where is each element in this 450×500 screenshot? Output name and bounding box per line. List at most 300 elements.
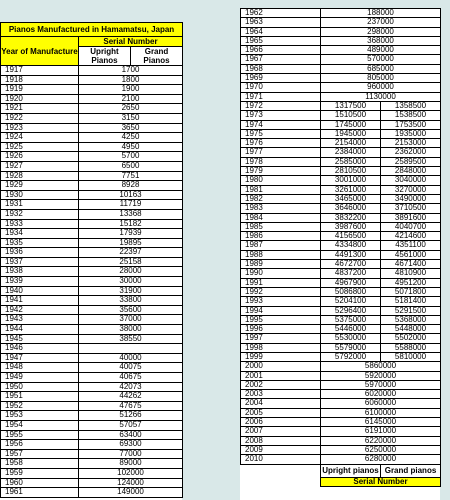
grand-serial-cell: 1538500	[381, 111, 441, 120]
table-row	[1, 200, 183, 210]
table-row	[1, 267, 183, 277]
table-row	[1, 430, 183, 440]
year-cell: 1998	[241, 343, 321, 352]
grand-serial-cell: 2153000	[381, 139, 441, 148]
upright-pianos-header: Upright Pianos	[79, 47, 131, 66]
year-cell: 1936	[1, 248, 79, 258]
year-cell: 1937	[1, 257, 79, 267]
footer-spacer	[241, 477, 321, 486]
serial-cell: 1130000	[321, 92, 441, 101]
serial-cell: 40000	[79, 353, 183, 363]
upright-serial-cell: 3832200	[321, 213, 381, 222]
year-cell: 1970	[241, 83, 321, 92]
year-cell: 1987	[241, 241, 321, 250]
serial-cell: 6060000	[321, 399, 441, 408]
upright-serial-cell: 2384000	[321, 148, 381, 157]
table-row	[241, 427, 441, 436]
left-table-panel	[0, 22, 182, 500]
table-row	[1, 478, 183, 488]
year-cell: 1933	[1, 219, 79, 229]
table-row	[241, 380, 441, 389]
year-cell: 2001	[241, 371, 321, 380]
serial-cell: 5920000	[321, 371, 441, 380]
serial-cell: 89000	[79, 459, 183, 469]
year-cell: 1976	[241, 139, 321, 148]
serial-cell: 8928	[79, 181, 183, 191]
table-row	[1, 94, 183, 104]
table-row	[241, 408, 441, 417]
year-cell: 1979	[241, 167, 321, 176]
upright-serial-cell: 1945000	[321, 129, 381, 138]
serial-cell: 44262	[79, 392, 183, 402]
year-cell: 1935	[1, 238, 79, 248]
year-cell: 1968	[241, 64, 321, 73]
table-row	[241, 213, 441, 222]
serial-cell: 1800	[79, 75, 183, 85]
year-cell: 1996	[241, 325, 321, 334]
upright-serial-cell: 3465000	[321, 194, 381, 203]
table-row	[241, 334, 441, 343]
table-row	[1, 353, 183, 363]
table-row	[241, 111, 441, 120]
serial-cell: 1700	[79, 66, 183, 76]
year-cell: 1954	[1, 420, 79, 430]
grand-serial-cell: 4561000	[381, 250, 441, 259]
serial-cell: 3650	[79, 123, 183, 133]
upright-serial-cell: 2154000	[321, 139, 381, 148]
table-row	[1, 248, 183, 258]
serial-cell: 4250	[79, 133, 183, 143]
table-row	[241, 241, 441, 250]
upright-serial-cell: 1510500	[321, 111, 381, 120]
right-table-panel	[240, 8, 440, 500]
year-cell: 2005	[241, 408, 321, 417]
upright-serial-cell: 5530000	[321, 334, 381, 343]
year-cell: 1956	[1, 440, 79, 450]
year-cell: 1945	[1, 334, 79, 344]
serial-cell: 6145000	[321, 418, 441, 427]
serial-cell: 11719	[79, 200, 183, 210]
year-cell: 2010	[241, 455, 321, 464]
table-row	[1, 152, 183, 162]
serial-cell: 102000	[79, 468, 183, 478]
serial-cell: 63400	[79, 430, 183, 440]
year-cell: 1984	[241, 213, 321, 222]
serial-cell: 33800	[79, 296, 183, 306]
table-row	[1, 344, 183, 354]
serial-cell: 6191000	[321, 427, 441, 436]
table-row	[1, 66, 183, 76]
grand-pianos-footer: Grand pianos	[381, 464, 441, 477]
serial-cell: 1900	[79, 85, 183, 95]
serial-cell: 40675	[79, 373, 183, 383]
year-cell: 1969	[241, 74, 321, 83]
year-cell: 1951	[1, 392, 79, 402]
grand-pianos-header: Grand Pianos	[131, 47, 183, 66]
serial-cell: 31900	[79, 286, 183, 296]
grand-serial-cell: 4951200	[381, 278, 441, 287]
year-cell: 1928	[1, 171, 79, 181]
serial-cell: 188000	[321, 9, 441, 18]
year-cell: 2007	[241, 427, 321, 436]
table-row	[241, 445, 441, 454]
grand-serial-cell: 4214600	[381, 232, 441, 241]
year-cell: 1925	[1, 142, 79, 152]
year-cell: 1940	[1, 286, 79, 296]
year-cell: 1971	[241, 92, 321, 101]
upright-serial-cell: 4967900	[321, 278, 381, 287]
upright-serial-cell: 1317500	[321, 101, 381, 110]
serial-cell: 6100000	[321, 408, 441, 417]
year-cell: 1939	[1, 277, 79, 287]
table-row	[1, 133, 183, 143]
year-cell: 1959	[1, 468, 79, 478]
serial-cell: 51266	[79, 411, 183, 421]
year-column-header: Year of Manufacture	[1, 37, 79, 66]
year-cell: 1943	[1, 315, 79, 325]
table-row	[1, 219, 183, 229]
serial-cell: 5700	[79, 152, 183, 162]
year-cell: 1960	[1, 478, 79, 488]
year-cell: 1966	[241, 46, 321, 55]
year-cell: 1977	[241, 148, 321, 157]
table-row	[1, 277, 183, 287]
table-row	[241, 418, 441, 427]
table-row	[1, 420, 183, 430]
year-cell: 1992	[241, 287, 321, 296]
upright-serial-cell: 4491300	[321, 250, 381, 259]
year-cell: 1930	[1, 190, 79, 200]
upright-serial-cell: 5792000	[321, 352, 381, 361]
year-cell: 1983	[241, 204, 321, 213]
year-cell: 1962	[241, 9, 321, 18]
grand-serial-cell: 3710500	[381, 204, 441, 213]
table-row	[1, 373, 183, 383]
serial-cell: 28000	[79, 267, 183, 277]
year-cell: 1964	[241, 27, 321, 36]
table-row	[1, 85, 183, 95]
table-row	[1, 75, 183, 85]
year-cell: 1929	[1, 181, 79, 191]
grand-serial-cell: 2848000	[381, 167, 441, 176]
year-cell: 1975	[241, 129, 321, 138]
year-cell: 1934	[1, 229, 79, 239]
upright-serial-cell: 3987600	[321, 222, 381, 231]
year-cell: 1947	[1, 353, 79, 363]
grand-serial-cell: 1935000	[381, 129, 441, 138]
serial-cell: 2100	[79, 94, 183, 104]
table-row	[241, 297, 441, 306]
table-row	[241, 399, 441, 408]
serial-cell: 149000	[79, 488, 183, 498]
year-cell: 1944	[1, 325, 79, 335]
grand-serial-cell: 2589500	[381, 157, 441, 166]
serial-cell: 298000	[321, 27, 441, 36]
grand-serial-cell: 3040000	[381, 176, 441, 185]
serial-cell: 47675	[79, 401, 183, 411]
table-row	[241, 83, 441, 92]
year-cell: 1917	[1, 66, 79, 76]
table-row	[1, 104, 183, 114]
year-cell: 1999	[241, 352, 321, 361]
table-row	[1, 238, 183, 248]
grand-serial-cell: 5071800	[381, 287, 441, 296]
year-cell: 1919	[1, 85, 79, 95]
year-cell: 1927	[1, 161, 79, 171]
upright-serial-cell: 3261000	[321, 185, 381, 194]
serial-cell: 7751	[79, 171, 183, 181]
table-row	[1, 161, 183, 171]
year-cell: 2002	[241, 380, 321, 389]
table-row	[241, 18, 441, 27]
year-cell: 1921	[1, 104, 79, 114]
year-cell: 1995	[241, 315, 321, 324]
serial-cell: 6020000	[321, 390, 441, 399]
table-row	[1, 411, 183, 421]
table-row	[241, 27, 441, 36]
serial-number-header: Serial Number	[79, 37, 183, 47]
serial-cell: 30000	[79, 277, 183, 287]
serial-cell: 6280000	[321, 455, 441, 464]
table-row	[241, 455, 441, 464]
table-row	[1, 171, 183, 181]
year-cell: 1941	[1, 296, 79, 306]
serial-cell: 57057	[79, 420, 183, 430]
year-cell: 2009	[241, 445, 321, 454]
year-cell: 1946	[1, 344, 79, 354]
grand-serial-cell: 5588000	[381, 343, 441, 352]
year-cell: 1920	[1, 94, 79, 104]
table-row	[241, 436, 441, 445]
upright-serial-cell: 5204100	[321, 297, 381, 306]
serial-table-1962-2010	[240, 8, 441, 487]
serial-cell: 17939	[79, 229, 183, 239]
table-row	[241, 120, 441, 129]
serial-cell: 25158	[79, 257, 183, 267]
grand-serial-cell: 1753500	[381, 120, 441, 129]
serial-cell: 3150	[79, 113, 183, 123]
grand-serial-cell: 1358500	[381, 101, 441, 110]
upright-serial-cell: 2585000	[321, 157, 381, 166]
year-cell: 1953	[1, 411, 79, 421]
year-cell: 1932	[1, 209, 79, 219]
table-row	[241, 74, 441, 83]
serial-cell: 13368	[79, 209, 183, 219]
grand-serial-cell: 4671400	[381, 260, 441, 269]
table-row	[241, 46, 441, 55]
serial-cell: 5970000	[321, 380, 441, 389]
table-row	[1, 123, 183, 133]
grand-serial-cell: 4040700	[381, 222, 441, 231]
serial-cell: 368000	[321, 36, 441, 45]
table-row	[1, 449, 183, 459]
serial-cell: 6500	[79, 161, 183, 171]
year-cell: 1924	[1, 133, 79, 143]
table-row	[241, 352, 441, 361]
upright-serial-cell: 4156500	[321, 232, 381, 241]
upright-serial-cell: 2810500	[321, 167, 381, 176]
footer-spacer	[241, 464, 321, 477]
serial-cell: 77000	[79, 449, 183, 459]
serial-cell: 38000	[79, 325, 183, 335]
table-row	[1, 181, 183, 191]
year-cell: 1923	[1, 123, 79, 133]
grand-serial-cell: 3891600	[381, 213, 441, 222]
table-row	[1, 257, 183, 267]
serial-cell: 37000	[79, 315, 183, 325]
serial-cell: 6220000	[321, 436, 441, 445]
table-row	[1, 459, 183, 469]
grand-serial-cell: 4351100	[381, 241, 441, 250]
year-cell: 1922	[1, 113, 79, 123]
table-row	[1, 392, 183, 402]
upright-pianos-footer: Upright pianos	[321, 464, 381, 477]
year-cell: 1972	[241, 101, 321, 110]
table-row	[1, 401, 183, 411]
serial-cell: 22397	[79, 248, 183, 258]
serial-cell: 805000	[321, 74, 441, 83]
grand-serial-cell: 4810900	[381, 269, 441, 278]
year-cell: 1985	[241, 222, 321, 231]
year-cell: 1980	[241, 176, 321, 185]
upright-serial-cell: 5579000	[321, 343, 381, 352]
year-cell: 1978	[241, 157, 321, 166]
serial-cell: 5860000	[321, 362, 441, 371]
grand-serial-cell: 5810000	[381, 352, 441, 361]
year-cell: 1938	[1, 267, 79, 277]
serial-table-1917-1961	[0, 22, 183, 498]
year-cell: 1955	[1, 430, 79, 440]
table-row	[1, 305, 183, 315]
year-cell: 1958	[1, 459, 79, 469]
year-cell: 1981	[241, 185, 321, 194]
table-row	[241, 148, 441, 157]
year-cell: 1961	[1, 488, 79, 498]
year-cell: 2004	[241, 399, 321, 408]
year-cell: 1942	[1, 305, 79, 315]
table-row	[241, 390, 441, 399]
table-row	[241, 269, 441, 278]
year-cell: 1993	[241, 297, 321, 306]
upright-serial-cell: 4672700	[321, 260, 381, 269]
table-row	[241, 36, 441, 45]
table-row	[1, 229, 183, 239]
table-row	[1, 296, 183, 306]
year-cell: 1997	[241, 334, 321, 343]
serial-cell	[79, 344, 183, 354]
year-cell: 1988	[241, 250, 321, 259]
year-cell: 2003	[241, 390, 321, 399]
year-cell: 1926	[1, 152, 79, 162]
year-cell: 1967	[241, 55, 321, 64]
upright-serial-cell: 4334800	[321, 241, 381, 250]
table-row	[1, 382, 183, 392]
table-row	[1, 488, 183, 498]
serial-cell: 570000	[321, 55, 441, 64]
year-cell: 1949	[1, 373, 79, 383]
table-row	[241, 371, 441, 380]
serial-cell: 10163	[79, 190, 183, 200]
table-row	[1, 142, 183, 152]
table-row	[1, 468, 183, 478]
upright-serial-cell: 5375000	[321, 315, 381, 324]
table-row	[241, 278, 441, 287]
year-cell: 1948	[1, 363, 79, 373]
serial-cell: 2650	[79, 104, 183, 114]
serial-cell: 685000	[321, 64, 441, 73]
year-cell: 1950	[1, 382, 79, 392]
year-cell: 1957	[1, 449, 79, 459]
table-title: Pianos Manufactured in Hamamatsu, Japan	[1, 23, 183, 37]
upright-serial-cell: 1745000	[321, 120, 381, 129]
grand-serial-cell: 3490000	[381, 194, 441, 203]
table-row	[1, 363, 183, 373]
table-row	[1, 334, 183, 344]
year-cell: 2000	[241, 362, 321, 371]
year-cell: 1991	[241, 278, 321, 287]
grand-serial-cell: 5368000	[381, 315, 441, 324]
year-cell: 1986	[241, 232, 321, 241]
table-row	[1, 315, 183, 325]
table-row	[241, 306, 441, 315]
table-row	[241, 176, 441, 185]
table-row	[241, 55, 441, 64]
upright-serial-cell: 3001000	[321, 176, 381, 185]
year-cell: 2008	[241, 436, 321, 445]
year-cell: 1990	[241, 269, 321, 278]
serial-cell: 38550	[79, 334, 183, 344]
upright-serial-cell: 3646000	[321, 204, 381, 213]
year-cell: 1982	[241, 194, 321, 203]
table-row	[241, 204, 441, 213]
grand-serial-cell: 5502000	[381, 334, 441, 343]
serial-cell: 489000	[321, 46, 441, 55]
serial-cell: 960000	[321, 83, 441, 92]
year-cell: 1931	[1, 200, 79, 210]
table-row	[1, 440, 183, 450]
serial-cell: 69300	[79, 440, 183, 450]
serial-cell: 19895	[79, 238, 183, 248]
year-cell: 1963	[241, 18, 321, 27]
upright-serial-cell: 4837200	[321, 269, 381, 278]
grand-serial-cell: 2362000	[381, 148, 441, 157]
upright-serial-cell: 5086800	[321, 287, 381, 296]
serial-cell: 237000	[321, 18, 441, 27]
serial-cell: 42073	[79, 382, 183, 392]
year-cell: 1994	[241, 306, 321, 315]
upright-serial-cell: 5446000	[321, 325, 381, 334]
table-row	[1, 286, 183, 296]
year-cell: 1918	[1, 75, 79, 85]
serial-cell: 124000	[79, 478, 183, 488]
year-cell: 1973	[241, 111, 321, 120]
grand-serial-cell: 5291500	[381, 306, 441, 315]
grand-serial-cell: 5181400	[381, 297, 441, 306]
table-row	[1, 209, 183, 219]
serial-cell: 40075	[79, 363, 183, 373]
year-cell: 1974	[241, 120, 321, 129]
serial-cell: 35600	[79, 305, 183, 315]
serial-number-footer: Serial Number	[321, 477, 441, 486]
serial-cell: 4950	[79, 142, 183, 152]
year-cell: 2006	[241, 418, 321, 427]
grand-serial-cell: 3270000	[381, 185, 441, 194]
table-row	[241, 362, 441, 371]
year-cell: 1965	[241, 36, 321, 45]
table-row	[1, 325, 183, 335]
table-row	[1, 113, 183, 123]
table-row	[1, 190, 183, 200]
